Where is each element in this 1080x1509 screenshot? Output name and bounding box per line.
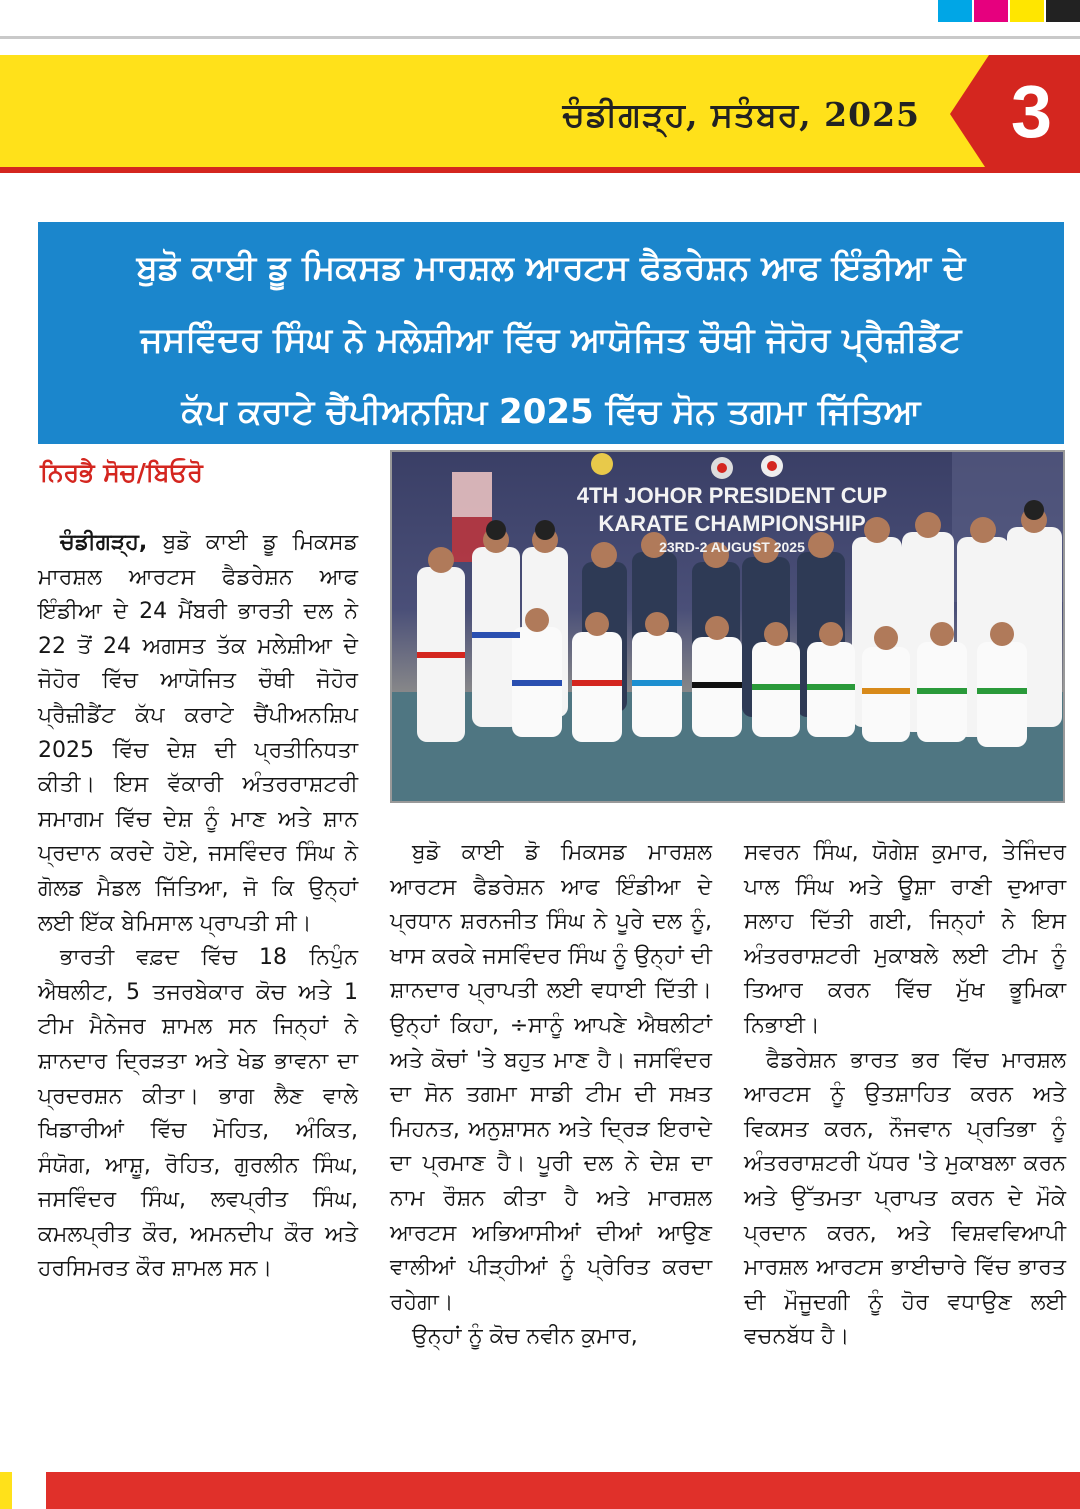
- article-paragraph: [744, 836, 1066, 1044]
- dateline: ਚੰਡੀਗੜ੍ਹ,: [60, 530, 148, 555]
- yellow-mark: [1010, 0, 1044, 22]
- issue-date: ਚੰਡੀਗੜ੍ਹ, ਸਤੰਬਰ, 2025: [562, 95, 920, 134]
- article-column-1: [38, 526, 358, 1287]
- article-paragraph: [38, 941, 358, 1287]
- paragraph-text: ਭਾਰਤੀ ਵਫ਼ਦ ਵਿੱਚ 18 ਨਿਪੁੰਨ ਐਥਲੀਟ, 5 ਤਜਰਬੇਕਾਰ ਕੋਚ ਅਤੇ 1 ਟੀਮ ਮੈਨੇਜਰ ਸ਼ਾਮਲ ਸਨ ਜਿਨ੍ਹਾਂ ਨੇ ਸ਼ਾਨਦਾਰ ਦ੍ਰਿੜਤਾ ਅਤੇ ਖੇਡ ਭਾਵਨਾ ਦਾ ਪ੍ਰਦਰਸ਼ਨ ਕੀਤਾ। ਭਾਗ ਲੈਣ ਵਾਲੇ ਖਿਡਾਰੀਆਂ ਵਿੱਚ ਮੋਹਿਤ, ਅੰਕਿਤ, ਸੰਯੋਗ, ਆਸ਼ੂ, ਰੋਹਿਤ, ਗੁਰਲੀਨ ਸਿੰਘ, ਜਸਵਿੰਦਰ ਸਿੰਘ, ਲਵਪ੍ਰੀਤ ਸਿੰਘ, ਕਮਲਪ੍ਰੀਤ ਕੌਰ, ਅਮਨਦੀਪ ਕੌਰ ਅਤੇ ਹਰਸਿਮਰਤ ਕੌਰ ਸ਼ਾਮਲ ਸਨ।: [38, 945, 358, 1282]
- headline-line-1: ਬੁਡੋ ਕਾਈ ਡੂ ਮਿਕਸਡ ਮਾਰਸ਼ਲ ਆਰਟਸ ਫੈਡਰੇਸ਼ਨ ਆਫ ਇੰਡੀਆ ਦੇ: [136, 248, 966, 288]
- article-paragraph: [38, 526, 358, 941]
- paragraph-text: ਬੁਡੋ ਕਾਈ ਡੋ ਮਿਕਸਡ ਮਾਰਸ਼ਲ ਆਰਟਸ ਫੈਡਰੇਸ਼ਨ ਆਫ ਇੰਡੀਆ ਦੇ ਪ੍ਰਧਾਨ ਸ਼ਰਨਜੀਤ ਸਿੰਘ ਨੇ ਪੂਰੇ ਦਲ ਨੂੰ, ਖਾਸ ਕਰਕੇ ਜਸਵਿੰਦਰ ਸਿੰਘ ਨੂੰ ਉਨ੍ਹਾਂ ਦੀ ਸ਼ਾਨਦਾਰ ਪ੍ਰਾਪਤੀ ਲਈ ਵਧਾਈ ਦਿੱਤੀ। ਉਨ੍ਹਾਂ ਕਿਹਾ, ÷ਸਾਨੂੰ ਆਪਣੇ ਐਥਲੀਟਾਂ ਅਤੇ ਕੋਚਾਂ 'ਤੇ ਬਹੁਤ ਮਾਣ ਹੈ। ਜਸਵਿੰਦਰ ਦਾ ਸੋਨ ਤਗਮਾ ਸਾਡੀ ਟੀਮ ਦੀ ਸਖ਼ਤ ਮਿਹਨਤ, ਅਨੁਸ਼ਾਸਨ ਅਤੇ ਦ੍ਰਿੜ ਇਰਾਦੇ ਦਾ ਪ੍ਰਮਾਣ ਹੈ। ਪੂਰੀ ਦਲ ਨੇ ਦੇਸ਼ ਦਾ ਨਾਮ ਰੌਸ਼ਨ ਕੀਤਾ ਹੈ ਅਤੇ ਮਾਰਸ਼ਲ ਆਰਟਸ ਅਭਿਆਸੀਆਂ ਦੀਆਂ ਆਉਣ ਵਾਲੀਆਂ ਪੀੜ੍ਹੀਆਂ ਨੂੰ ਪ੍ਰੇਰਿਤ ਕਰਦਾ ਰਹੇਗਾ।: [390, 840, 712, 1315]
- magenta-mark: [974, 0, 1008, 22]
- black-mark: [1046, 0, 1080, 22]
- next-article-strip: [46, 1472, 1080, 1509]
- article-paragraph: [390, 836, 712, 1320]
- cyan-mark: [938, 0, 972, 22]
- photo-banner-line-1: 4TH JOHOR PRESIDENT CUP: [576, 483, 888, 508]
- page-number: 3: [1010, 70, 1052, 153]
- byline: ਨਿਰਭੈ ਸੋਚ/ਬਿਓਰੋ: [40, 458, 203, 487]
- page-header: [0, 55, 1080, 173]
- article-column-2: [390, 836, 712, 1355]
- registration-marks: [936, 0, 1080, 22]
- headline-box: [38, 222, 1064, 444]
- paragraph-text: ਬੁਡੋ ਕਾਈ ਡੂ ਮਿਕਸਡ ਮਾਰਸ਼ਲ ਆਰਟਸ ਫੈਡਰੇਸ਼ਨ ਆਫ ਇੰਡੀਆ ਦੇ 24 ਮੈਂਬਰੀ ਭਾਰਤੀ ਦਲ ਨੇ 22 ਤੋਂ 24 ਅਗਸਤ ਤੱਕ ਮਲੇਸ਼ੀਆ ਦੇ ਜੋਹੋਰ ਵਿੱਚ ਆਯੋਜਿਤ ਚੌਥੀ ਜੋਹੋਰ ਪ੍ਰੈਜ਼ੀਡੈਂਟ ਕੱਪ ਕਰਾਟੇ ਚੈਂਪੀਅਨਸ਼ਿਪ 2025 ਵਿੱਚ ਦੇਸ਼ ਦੀ ਪ੍ਰਤੀਨਿਧਤਾ ਕੀਤੀ। ਇਸ ਵੱਕਾਰੀ ਅੰਤਰਰਾਸ਼ਟਰੀ ਸਮਾਗਮ ਵਿੱਚ ਦੇਸ਼ ਨੂੰ ਮਾਣ ਅਤੇ ਸ਼ਾਨ ਪ੍ਰਦਾਨ ਕਰਦੇ ਹੋਏ, ਜਸਵਿੰਦਰ ਸਿੰਘ ਨੇ ਗੋਲਡ ਮੈਡਲ ਜਿੱਤਿਆ, ਜੋ ਕਿ ਉਨ੍ਹਾਂ ਲਈ ਇੱਕ ਬੇਮਿਸਾਲ ਪ੍ਰਾਪਤੀ ਸੀ।: [38, 530, 358, 936]
- article-column-3: [744, 836, 1066, 1355]
- article-paragraph: [390, 1320, 712, 1355]
- paragraph-text: ਫੈਡਰੇਸ਼ਨ ਭਾਰਤ ਭਰ ਵਿੱਚ ਮਾਰਸ਼ਲ ਆਰਟਸ ਨੂੰ ਉਤਸ਼ਾਹਿਤ ਕਰਨ ਅਤੇ ਵਿਕਸਤ ਕਰਨ, ਨੌਜਵਾਨ ਪ੍ਰਤਿਭਾ ਨੂੰ ਅੰਤਰਰਾਸ਼ਟਰੀ ਪੱਧਰ 'ਤੇ ਮੁਕਾਬਲਾ ਕਰਨ ਅਤੇ ਉੱਤਮਤਾ ਪ੍ਰਾਪਤ ਕਰਨ ਦੇ ਮੌਕੇ ਪ੍ਰਦਾਨ ਕਰਨ, ਅਤੇ ਵਿਸ਼ਵਵਿਆਪੀ ਮਾਰਸ਼ਲ ਆਰਟਸ ਭਾਈਚਾਰੇ ਵਿੱਚ ਭਾਰਤ ਦੀ ਮੌਜੂਦਗੀ ਨੂੰ ਹੋਰ ਵਧਾਉਣ ਲਈ ਵਚਨਬੱਧ ਹੈ।: [744, 1047, 1066, 1350]
- paragraph-text: ਉਨ੍ਹਾਂ ਨੂੰ ਕੋਚ ਨਵੀਨ ਕੁਮਾਰ,: [412, 1324, 638, 1350]
- photo-banner: [512, 482, 952, 556]
- paragraph-text: ਸਵਰਨ ਸਿੰਘ, ਯੋਗੇਸ਼ ਕੁਮਾਰ, ਤੇਜਿੰਦਰ ਪਾਲ ਸਿੰਘ ਅਤੇ ਊਸ਼ਾ ਰਾਣੀ ਦੁਆਰਾ ਸਲਾਹ ਦਿੱਤੀ ਗਈ, ਜਿਨ੍ਹਾਂ ਨੇ ਇਸ ਅੰਤਰਰਾਸ਼ਟਰੀ ਮੁਕਾਬਲੇ ਲਈ ਟੀਮ ਨੂੰ ਤਿਆਰ ਕਰਨ ਵਿੱਚ ਮੁੱਖ ਭੂਮਿਕਾ ਨਿਭਾਈ।: [744, 840, 1066, 1038]
- header-underline: [0, 167, 1080, 173]
- top-rule: [0, 36, 1080, 39]
- photo-banner-line-3: 23RD-2 AUGUST 2025: [659, 539, 805, 555]
- headline-line-2: ਜਸਵਿੰਦਰ ਸਿੰਘ ਨੇ ਮਲੇਸ਼ੀਆ ਵਿੱਚ ਆਯੋਜਿਤ ਚੌਥੀ ਜੋਹੋਰ ਪ੍ਰੈਜ਼ੀਡੈਂਟ: [140, 320, 962, 360]
- article-paragraph: [744, 1044, 1066, 1355]
- headline-line-3: ਕੱਪ ਕਰਾਟੇ ਚੈਂਪੀਅਨਸ਼ਿਪ 2025 ਵਿੱਚ ਸੋਨ ਤਗਮਾ ਜਿੱਤਿਆ: [181, 392, 921, 432]
- photo-banner-line-2: KARATE CHAMPIONSHIP: [598, 511, 866, 536]
- team-photo: [390, 450, 1065, 803]
- left-accent-tick: [0, 1472, 12, 1509]
